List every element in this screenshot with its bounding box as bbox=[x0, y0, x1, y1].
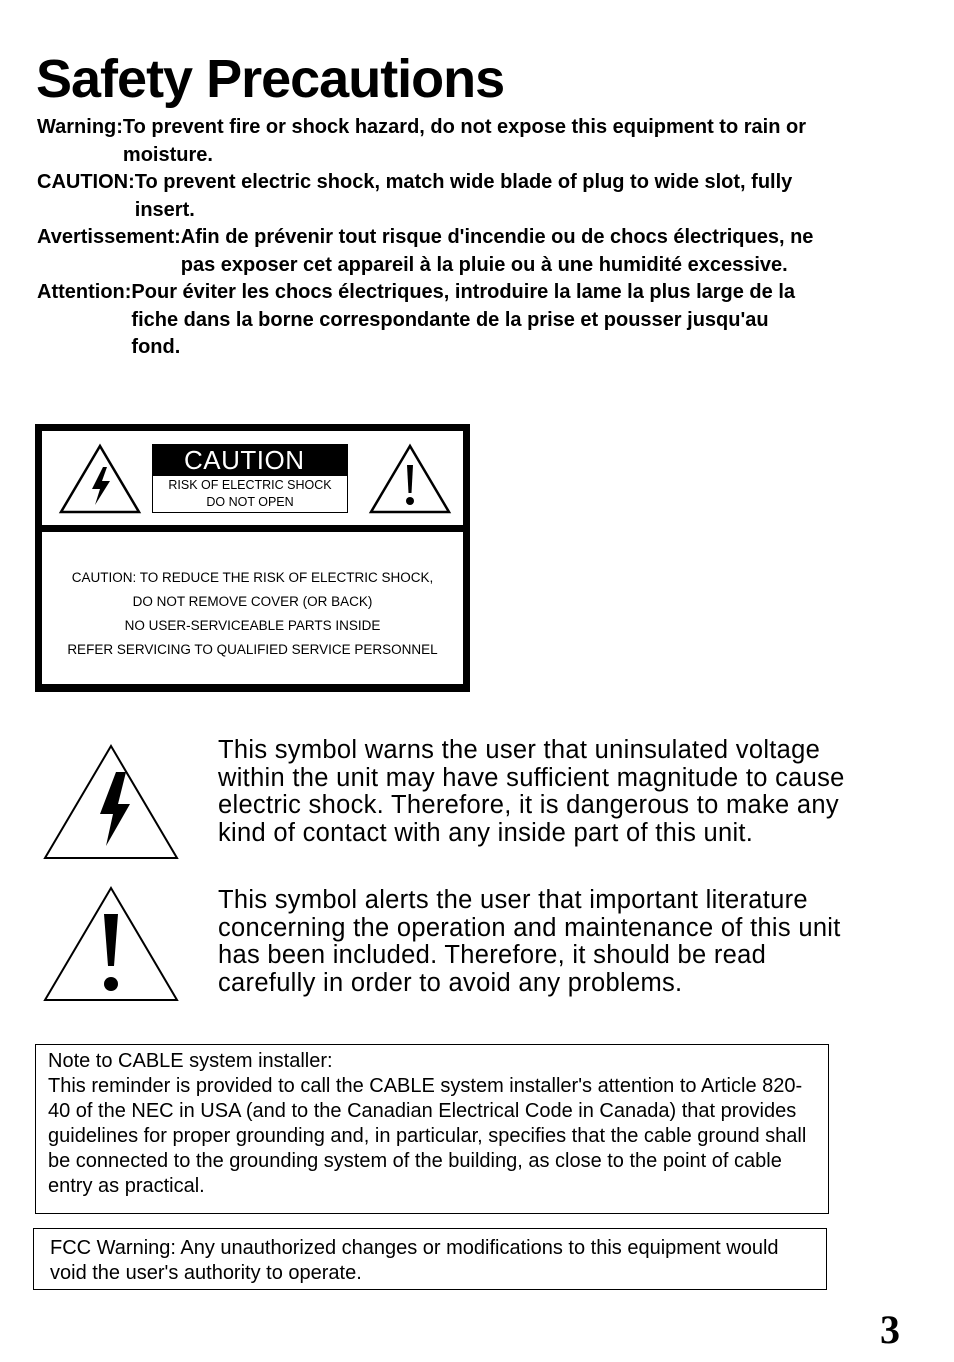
caution-english bbox=[37, 169, 897, 224]
lightning-triangle-icon bbox=[40, 742, 182, 862]
caution-text: To prevent electric shock, match wide blade of plug to wide slot, fully insert. bbox=[134, 171, 793, 221]
caution-sub-line1: RISK OF ELECTRIC SHOCK bbox=[168, 478, 332, 492]
warning-english bbox=[37, 114, 897, 169]
lightning-triangle-icon bbox=[58, 443, 142, 515]
avertissement-french bbox=[37, 224, 897, 279]
cable-note-body: This reminder is provided to call the CABLE system installer's attention to Article 820-40 of the NEC in USA (and to the Canadian Electrical Code in Canada) that provides guidelines for proper grounding and, in particular, specifies that the cable ground shall be connected to the grounding system of the building, as close to the point of cable entry as practical. bbox=[48, 1075, 807, 1197]
exclamation-triangle-icon bbox=[40, 884, 182, 1004]
avertissement-text: Afin de prévenir tout risque d'incendie ou de chocs électriques, ne pas exposer cet appareil à la pluie ou à une humidité excessive. bbox=[180, 226, 814, 276]
caution-label: CAUTION: bbox=[37, 171, 135, 193]
warning-text: To prevent fire or shock hazard, do not expose this equipment to rain or moisture. bbox=[122, 116, 806, 166]
fcc-warning-note bbox=[33, 1228, 827, 1290]
attention-text: Pour éviter les chocs électriques, introduire la lame la plus large de la fiche dans la borne correspondante de la prise et pousser jusqu'au fond. bbox=[131, 281, 796, 358]
caution-heading: CAUTION bbox=[152, 444, 348, 476]
caution-sub-line2: DO NOT OPEN bbox=[206, 495, 294, 509]
lightning-symbol-description: This symbol warns the user that uninsulated voltage within the unit may have sufficient magnitude to cause electric shock. Therefore, it is dangerous to make any kind of contact with any inside part of this unit. bbox=[218, 736, 845, 847]
caution-subtext bbox=[152, 476, 348, 513]
caution-label-box bbox=[35, 424, 470, 692]
attention-french bbox=[37, 279, 897, 362]
page-title: Safety Precautions bbox=[36, 49, 505, 109]
warnings-section bbox=[37, 114, 897, 362]
caution-body-line: DO NOT REMOVE COVER (OR BACK) bbox=[132, 594, 373, 609]
exclamation-triangle-icon bbox=[368, 443, 452, 515]
caution-body-line: NO USER-SERVICEABLE PARTS INSIDE bbox=[124, 618, 381, 633]
caution-label-body bbox=[42, 532, 463, 684]
caution-sticker bbox=[152, 444, 348, 513]
fcc-warning-text: FCC Warning: Any unauthorized changes or modifications to this equipment would void the user's authority to operate. bbox=[50, 1237, 779, 1284]
caution-label-header bbox=[42, 431, 463, 525]
warning-label: Warning: bbox=[37, 116, 123, 138]
attention-label: Attention: bbox=[37, 281, 132, 303]
page-number: 3 bbox=[880, 1307, 900, 1352]
exclamation-symbol-description: This symbol alerts the user that important literature concerning the operation and maintenance of this unit has been included. Therefore, it should be read carefully in order to avoid any problems. bbox=[218, 886, 841, 997]
avertissement-label: Avertissement: bbox=[37, 226, 181, 248]
caution-body-line: REFER SERVICING TO QUALIFIED SERVICE PERSONNEL bbox=[67, 642, 438, 657]
cable-installer-note bbox=[35, 1044, 829, 1214]
caution-body-line: CAUTION: TO REDUCE THE RISK OF ELECTRIC SHOCK, bbox=[71, 570, 434, 585]
cable-note-heading: Note to CABLE system installer: bbox=[48, 1050, 333, 1072]
